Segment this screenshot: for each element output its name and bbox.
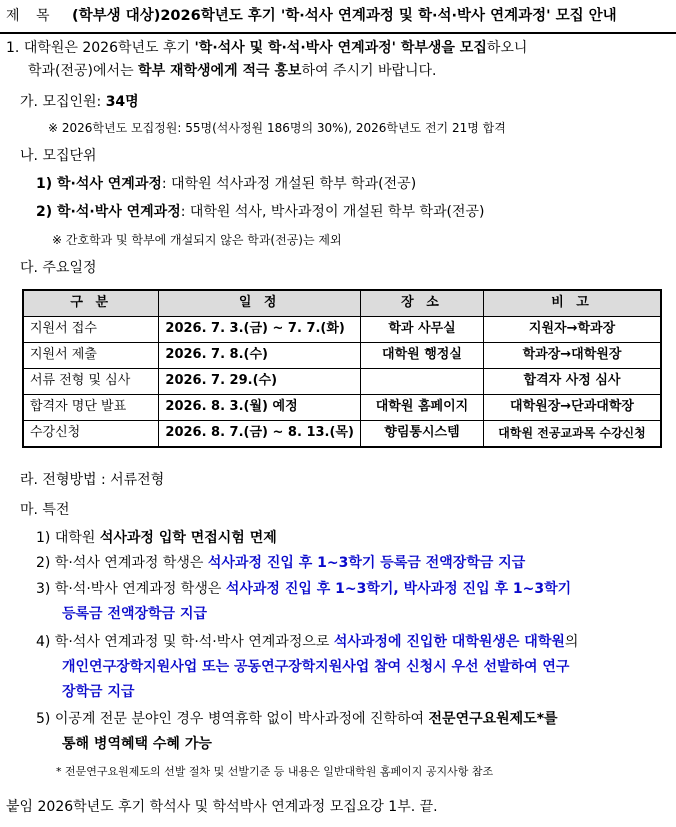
cell-remarks: 학과장→대학원장 — [484, 343, 661, 369]
table-row — [23, 421, 661, 448]
benefit-2-text: 2) 학·석사 연계과정 학생은 — [36, 555, 208, 571]
schedule-header-row — [23, 290, 661, 317]
benefit-footnote: * 전문연구요원제도의 선발 절차 및 선발기준 등 내용은 일반대학원 홈페이지 공지사항 참조 — [56, 765, 494, 778]
benefits-heading: 마. 특전 — [20, 502, 70, 518]
section-1-text-2: 학과(전공)에서는 — [28, 63, 139, 79]
benefit-4-emphasis: 석사과정에 진입한 대학원생은 대학원 — [333, 634, 565, 650]
section-1-text-2-end: 하여 주시기 바랍니다. — [301, 63, 437, 79]
selection-method: 라. 전형방법 : 서류전형 — [20, 472, 165, 488]
section-1-emphasis-2: 학부 재학생에게 적극 홍보 — [138, 63, 302, 79]
benefit-5-emphasis-2: 통해 병역혜택 수혜 가능 — [62, 736, 212, 752]
cell-schedule: 2026. 8. 3.(월) 예정 — [159, 395, 361, 421]
col-header-place: 장 소 — [360, 290, 483, 317]
schedule-table — [22, 289, 662, 448]
table-row — [23, 343, 661, 369]
section-1-text: 대학원은 2026학년도 후기 — [23, 40, 195, 56]
benefit-4-emphasis-3: 장학금 지급 — [62, 684, 135, 700]
schedule-heading: 다. 주요일정 — [20, 260, 97, 276]
recruit-unit-1 — [36, 176, 416, 194]
benefit-5-text: 5) 이공계 전문 분야인 경우 병역휴학 없이 박사과정에 진학하여 — [36, 711, 429, 727]
cell-remarks: 지원자→학과장 — [484, 317, 661, 343]
cell-place: 학과 사무실 — [360, 317, 483, 343]
benefit-1 — [36, 530, 277, 548]
cell-category: 수강신청 — [23, 421, 159, 448]
recruit-unit-2-head: 2) 학·석·박사 연계과정 — [36, 204, 181, 220]
benefit-3-text: 3) 학·석·박사 연계과정 학생은 — [36, 581, 226, 597]
benefit-3-emphasis: 석사과정 진입 후 1~3학기, 박사과정 진입 후 1~3학기 — [225, 581, 572, 597]
recruit-count-note: ※ 2026학년도 모집정원: 55명(석사정원 186명의 30%), 2026학년도 전기 21명 합격 — [48, 121, 506, 135]
col-header-schedule: 일 정 — [159, 290, 361, 317]
cell-schedule: 2026. 7. 3.(금) ~ 7. 7.(화) — [159, 317, 361, 343]
recruit-unit-heading: 나. 모집단위 — [20, 148, 97, 164]
section-1-emphasis: '학·석사 및 학·석·박사 연계과정' 학부생을 모집 — [194, 40, 487, 56]
cell-category: 합격자 명단 발표 — [23, 395, 159, 421]
recruit-count-value: 34명 — [105, 94, 139, 110]
cell-remarks: 합격자 사정 심사 — [484, 369, 661, 395]
recruit-unit-note: ※ 간호학과 및 학부에 개설되지 않은 학과(전공)는 제외 — [52, 233, 342, 247]
cell-remarks: 대학원장→단과대학장 — [484, 395, 661, 421]
col-header-category: 구 분 — [23, 290, 159, 317]
benefit-2-emphasis: 석사과정 진입 후 1~3학기 등록금 전액장학금 지급 — [207, 555, 526, 571]
benefit-3-emphasis-2: 등록금 전액장학금 지급 — [62, 606, 207, 622]
title-label: 제 목 — [6, 8, 56, 24]
table-row — [23, 369, 661, 395]
benefit-4-line-2 — [62, 659, 569, 677]
benefit-3-line-2 — [62, 606, 207, 624]
recruit-unit-2 — [36, 204, 484, 222]
benefit-5-line-1 — [36, 711, 558, 729]
recruit-unit-1-desc: : 대학원 석사과정 개설된 학부 학과(전공) — [161, 176, 417, 192]
section-1-number: 1. — [6, 40, 20, 56]
recruit-unit-1-head: 1) 학·석사 연계과정 — [36, 176, 162, 192]
cell-place: 대학원 홈페이지 — [360, 395, 483, 421]
benefit-4-emphasis-2: 개인연구장학지원사업 또는 공동연구장학지원사업 참여 신청시 우선 선발하여 연구 — [62, 659, 570, 675]
benefit-1-text: 1) 대학원 — [36, 530, 100, 546]
col-header-remarks: 비 고 — [484, 290, 661, 317]
cell-schedule: 2026. 8. 7.(금) ~ 8. 13.(목) — [159, 421, 361, 448]
benefit-4-line-3 — [62, 684, 135, 702]
benefit-1-emphasis: 석사과정 입학 면접시험 면제 — [99, 530, 277, 546]
benefit-5-line-2 — [62, 736, 212, 754]
table-row — [23, 317, 661, 343]
cell-remarks: 대학원 전공교과목 수강신청 — [484, 421, 661, 448]
section-1-line-1 — [6, 40, 527, 58]
benefit-2 — [36, 555, 525, 573]
benefit-5-emphasis: 전문연구요원제도*를 — [428, 711, 558, 727]
recruit-unit-2-desc: : 대학원 석사, 박사과정이 개설된 학부 학과(전공) — [180, 204, 485, 220]
cell-place — [360, 369, 483, 395]
section-1-text-end: 하오니 — [486, 40, 528, 56]
cell-category: 서류 전형 및 심사 — [23, 369, 159, 395]
benefit-4-line-1 — [36, 634, 578, 652]
recruit-count — [20, 94, 139, 112]
benefit-4-text-end: 의 — [564, 634, 579, 650]
cell-schedule: 2026. 7. 8.(수) — [159, 343, 361, 369]
cell-place: 향림통시스템 — [360, 421, 483, 448]
cell-category: 지원서 접수 — [23, 317, 159, 343]
benefit-4-text: 4) 학·석사 연계과정 및 학·석·박사 연계과정으로 — [36, 634, 334, 650]
attachment-line: 붙임 2026학년도 후기 학석사 및 학석박사 연계과정 모집요강 1부. 끝. — [6, 799, 438, 815]
document-title-bar — [0, 0, 676, 34]
cell-category: 지원서 제출 — [23, 343, 159, 369]
recruit-count-label: 가. 모집인원: — [20, 94, 106, 110]
section-1-line-2 — [28, 63, 437, 81]
page-title: (학부생 대상)2026학년도 후기 '학·석사 연계과정 및 학·석·박사 연계과정' 모집 안내 — [72, 8, 617, 24]
cell-schedule: 2026. 7. 29.(수) — [159, 369, 361, 395]
table-row — [23, 395, 661, 421]
cell-place: 대학원 행정실 — [360, 343, 483, 369]
benefit-3-line-1 — [36, 581, 571, 599]
